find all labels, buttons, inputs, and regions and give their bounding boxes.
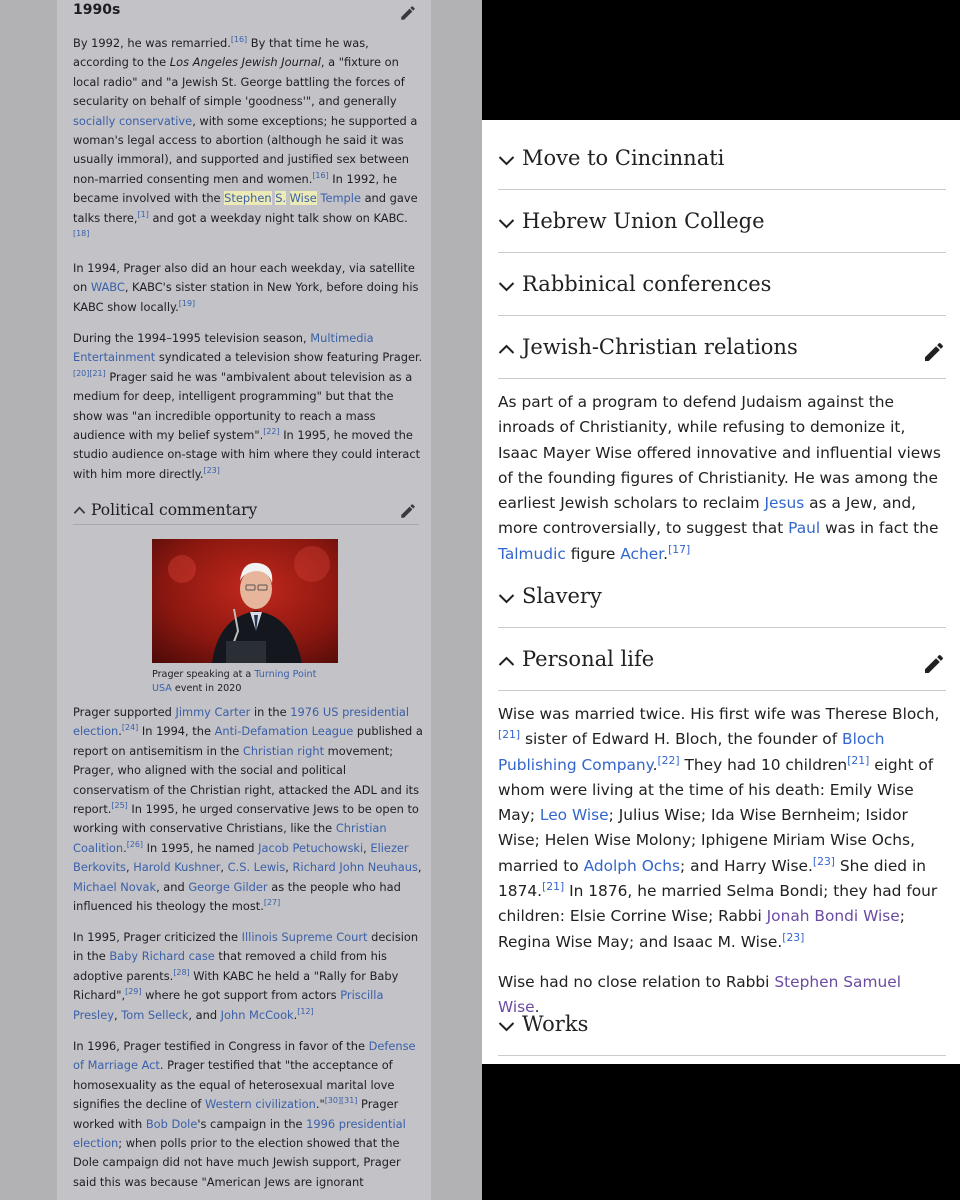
text-run: that removed a child from his adoptive parents. bbox=[73, 949, 387, 983]
text-run: In 1995, he named bbox=[143, 840, 259, 855]
citation-link[interactable]: [25] bbox=[111, 801, 128, 811]
citation-link[interactable]: [27] bbox=[263, 898, 281, 908]
article-link[interactable]: Temple bbox=[320, 191, 361, 206]
chevron-down-icon bbox=[498, 281, 515, 292]
pencil-icon[interactable] bbox=[399, 4, 417, 22]
article-link[interactable]: Leo Wise bbox=[539, 806, 609, 825]
chevron-down-icon bbox=[498, 593, 515, 604]
text-run: In 1876, he married Selma Bondi; they had four children: Elsie Corrine Wise; Rabbi bbox=[498, 882, 938, 926]
text-run: By that time he was, according to the bbox=[73, 36, 369, 70]
citation-link[interactable]: [28] bbox=[173, 968, 190, 978]
text-run: Wise had no close relation to Rabbi bbox=[498, 973, 775, 991]
text-run: By 1992, he was remarried. bbox=[73, 36, 231, 50]
italic-text: Los Angeles Jewish Journal bbox=[169, 55, 321, 70]
text-run: , with some exceptions; he supported a woman's legal access to abortion (although he said it was usually immoral), and supported and justified sex between non-married consenting men and women. bbox=[73, 113, 418, 186]
citation-link[interactable]: [23] bbox=[782, 930, 805, 944]
left-article-page bbox=[57, 0, 431, 1200]
text-run: . bbox=[123, 840, 127, 855]
text-run: . bbox=[534, 998, 540, 1017]
citation-link[interactable]: [21] bbox=[542, 879, 565, 893]
text-run: , bbox=[220, 860, 228, 875]
article-link[interactable]: Stephen Samuel Wise bbox=[498, 973, 901, 1017]
text-run: In 1996, Prager testified in Congress in favor of the bbox=[73, 1039, 369, 1053]
text-run: In 1995, Prager criticized the bbox=[73, 930, 242, 944]
paragraph-jewish-christian-relations bbox=[498, 390, 946, 567]
text-run: and got a weekday night talk show on KABC. bbox=[148, 210, 408, 225]
citation-link[interactable]: [30][31] bbox=[324, 1096, 358, 1106]
citation-link[interactable]: [21] bbox=[498, 728, 521, 742]
text-run: Prager said he was "ambivalent about television as a medium for deep, intelligent programming" but that the show was "an incredible opportunity to reach a mass audience with my belief system". bbox=[73, 369, 413, 443]
chevron-down-icon bbox=[498, 155, 515, 166]
citation-link[interactable]: [16] bbox=[312, 171, 329, 181]
section-title: Slavery bbox=[522, 584, 602, 608]
text-run: She died in 1874. bbox=[498, 856, 926, 901]
article-link[interactable]: Christian right bbox=[242, 743, 325, 758]
text-run: , bbox=[363, 840, 371, 855]
paragraph-political-3 bbox=[73, 1037, 423, 1192]
citation-link[interactable]: [24] bbox=[121, 723, 139, 733]
section-personal-life[interactable] bbox=[498, 634, 946, 691]
pencil-icon[interactable] bbox=[922, 340, 946, 364]
text-run: eight of whom were living at the time of his death: Emily Wise May; bbox=[498, 755, 934, 825]
article-link[interactable]: 1996 presidential election bbox=[73, 1116, 406, 1151]
text-run: In 1992, he became involved with the bbox=[73, 171, 397, 206]
section-rabbinical-conferences[interactable] bbox=[498, 259, 946, 316]
section-works[interactable] bbox=[498, 999, 946, 1056]
section-political-commentary[interactable] bbox=[73, 500, 419, 525]
text-run: sister of Edward H. Bloch, the founder of bbox=[520, 730, 843, 749]
paragraph-1990s-3 bbox=[73, 329, 423, 484]
section-title: Jewish-Christian relations bbox=[522, 335, 798, 359]
section-title: Hebrew Union College bbox=[522, 209, 765, 233]
text-run: decision in the bbox=[73, 930, 419, 964]
citation-link[interactable]: [23] bbox=[812, 854, 836, 868]
article-link[interactable]: Harold Kushner bbox=[133, 860, 221, 875]
text-run: syndicated a television show featuring Prager. bbox=[155, 350, 423, 365]
text-run: Prager speaking at a bbox=[152, 669, 255, 680]
section-slavery[interactable] bbox=[498, 571, 946, 628]
article-link[interactable]: Eliezer Berkovits bbox=[73, 840, 409, 875]
text-run: in the bbox=[250, 705, 291, 719]
text-run: . bbox=[652, 755, 658, 774]
text-run: , bbox=[125, 860, 134, 875]
article-link[interactable]: Jonah Bondi Wise bbox=[766, 907, 900, 926]
article-link[interactable]: Adolph Ochs bbox=[583, 856, 681, 875]
article-link[interactable]: Stephen bbox=[224, 191, 272, 206]
article-link[interactable]: socially conservative bbox=[73, 113, 193, 128]
text-run: In 1994, the bbox=[138, 724, 215, 739]
text-run: . bbox=[663, 544, 669, 563]
article-link[interactable]: C.S. Lewis bbox=[227, 860, 286, 875]
text-run: figure bbox=[565, 544, 621, 563]
article-link[interactable]: Acher bbox=[620, 544, 664, 563]
right-article-panel bbox=[482, 120, 960, 1064]
paragraph-1990s-1 bbox=[73, 34, 423, 247]
article-link[interactable]: Baby Richard case bbox=[109, 949, 215, 964]
article-link[interactable]: Illinois Supreme Court bbox=[241, 930, 368, 944]
article-link[interactable]: Bob Dole bbox=[145, 1116, 198, 1131]
citation-link[interactable]: [17] bbox=[668, 542, 691, 556]
text-run: was in fact the bbox=[820, 519, 939, 538]
article-link[interactable]: Bloch Publishing Company bbox=[498, 730, 885, 774]
text-run: , KABC's sister station in New York, before doing his KABC show locally. bbox=[73, 280, 419, 314]
text-run: as a Jew, and, more controversially, to suggest that bbox=[498, 494, 917, 538]
text-run: 's campaign in the bbox=[197, 1116, 307, 1131]
text-run: Wise was married twice. His first wife was Therese Bloch, bbox=[498, 705, 940, 723]
text-run: ; and Harry Wise. bbox=[680, 856, 813, 875]
article-link[interactable]: Christian Coalition bbox=[73, 821, 387, 855]
text-run: Prager supported bbox=[73, 705, 176, 719]
citation-link[interactable]: [19] bbox=[178, 299, 196, 309]
text-run: , a "fixture on local radio" and "a Jewish St. George battling the forces of secularity on behalf of simple 'goodness'", and generally bbox=[73, 55, 405, 109]
text-run: , and bbox=[156, 879, 189, 894]
text-run: as the people who had influenced his theology the most. bbox=[73, 879, 401, 914]
text-run: movement; Prager, who aligned with the social and political conservatism of the Christian right, attacked the ADL and its report. bbox=[73, 743, 420, 817]
text-run: . Prager testified that "the acceptance of homosexuality as the equal of heterosexual marital love signifies the decline of bbox=[73, 1058, 395, 1112]
article-link[interactable]: Tom Selleck bbox=[121, 1007, 189, 1022]
text-run: Prager worked with bbox=[73, 1097, 399, 1131]
text-run: As part of a program to defend Judaism against the inroads of Christianity, while refusing to demonize it, Isaac Mayer Wise offered innovative and influential views of the founding figures of Christianity. He was among the earliest Jewish scholars to reclaim bbox=[498, 393, 941, 513]
pencil-icon[interactable] bbox=[399, 502, 417, 520]
photo-caption bbox=[152, 668, 338, 696]
text-run: , bbox=[285, 860, 293, 875]
section-heading-1990s: 1990s bbox=[73, 2, 121, 18]
citation-link[interactable]: [18] bbox=[73, 229, 90, 239]
article-link[interactable]: Michael Novak bbox=[73, 879, 157, 894]
article-link[interactable]: Jacob Petuchowski bbox=[258, 840, 364, 855]
text-run: During the 1994–1995 television season, bbox=[73, 331, 311, 345]
chevron-up-icon bbox=[73, 505, 86, 515]
section-jewish-christian-relations[interactable] bbox=[498, 322, 946, 379]
chevron-up-icon bbox=[498, 656, 515, 667]
article-link[interactable]: Jimmy Carter bbox=[175, 705, 251, 719]
section-hebrew-union-college[interactable] bbox=[498, 196, 946, 253]
article-link[interactable]: Paul bbox=[788, 519, 821, 538]
text-run: ." bbox=[315, 1097, 325, 1112]
article-link[interactable]: Priscilla Presley bbox=[73, 988, 384, 1022]
text-run: ; Julius Wise; Ida Wise Bernheim; Isidor Wise; Helen Wise Molony; Iphigene Miriam Wise Ochs, married to bbox=[498, 806, 915, 875]
text-run: In 1995, he urged conservative Jews to be open to working with conservative Christians, like the bbox=[73, 802, 419, 836]
citation-link[interactable]: [22] bbox=[657, 753, 680, 767]
text-run: . bbox=[293, 1007, 298, 1022]
article-link[interactable]: Richard John Neuhaus bbox=[292, 860, 418, 875]
chevron-up-icon bbox=[498, 344, 515, 355]
article-link[interactable]: Multimedia Entertainment bbox=[73, 331, 374, 365]
prager-photo[interactable] bbox=[152, 539, 338, 663]
article-link[interactable]: Talmudic bbox=[498, 544, 566, 563]
text-run: In 1994, Prager also did an hour each weekday, via satellite on bbox=[73, 261, 415, 295]
paragraph-1990s-2 bbox=[73, 259, 423, 317]
article-link[interactable]: Wise bbox=[289, 191, 317, 206]
text-run: published a report on antisemitism in the bbox=[73, 724, 423, 758]
citation-link[interactable]: [20][21] bbox=[73, 369, 106, 379]
chevron-down-icon bbox=[498, 218, 515, 229]
text-run: . bbox=[118, 724, 122, 739]
section-title: Works bbox=[522, 1012, 589, 1036]
article-link[interactable]: George Gilder bbox=[188, 879, 268, 894]
article-link[interactable]: Western civilization bbox=[205, 1097, 316, 1112]
article-link[interactable]: Defense of Marriage Act bbox=[73, 1039, 416, 1073]
text-run: They had 10 children bbox=[679, 755, 848, 774]
paragraph-political-2 bbox=[73, 928, 423, 1025]
section-title: Move to Cincinnati bbox=[522, 146, 725, 170]
citation-link[interactable]: [16] bbox=[230, 35, 248, 45]
article-link[interactable]: Jesus bbox=[764, 494, 805, 513]
text-run: With KABC he held a "Rally for Baby Richard", bbox=[73, 968, 399, 1003]
section-title: Personal life bbox=[522, 647, 655, 671]
citation-link[interactable]: [21] bbox=[847, 753, 870, 767]
article-link[interactable]: Anti-Defamation League bbox=[214, 724, 354, 739]
text-run: , bbox=[417, 860, 422, 875]
text-run: where he got support from actors bbox=[141, 988, 341, 1003]
citation-link[interactable]: [26] bbox=[126, 840, 144, 850]
article-link[interactable]: John McCook bbox=[220, 1007, 294, 1022]
citation-link[interactable]: [1] bbox=[137, 209, 149, 219]
text-run: In 1995, he moved the studio audience on-stage with him where they could interact with him more directly. bbox=[73, 428, 421, 481]
citation-link[interactable]: [12] bbox=[297, 1006, 314, 1016]
article-link[interactable]: S. bbox=[275, 191, 287, 206]
citation-link[interactable]: [22] bbox=[263, 427, 280, 437]
pencil-icon[interactable] bbox=[922, 652, 946, 676]
paragraph-political-1 bbox=[73, 703, 423, 916]
text-run: event in 2020 bbox=[171, 683, 242, 694]
text-run: , and bbox=[188, 1007, 221, 1022]
citation-link[interactable]: [29] bbox=[125, 987, 142, 997]
section-title: Political commentary bbox=[91, 501, 258, 519]
section-move-to-cincinnati[interactable] bbox=[498, 133, 946, 190]
article-link[interactable]: Turning Point USA bbox=[152, 669, 317, 694]
article-link[interactable]: WABC bbox=[90, 280, 125, 295]
section-title: Rabbinical conferences bbox=[522, 272, 772, 296]
text-run: ; when polls prior to the election showed that the Dole campaign did not have much Jewish support, Prager said this was because "American Jews are ignorant bbox=[73, 1136, 401, 1189]
text-run: and gave talks there, bbox=[73, 191, 418, 225]
text-run: ; Regina Wise May; and Isaac M. Wise. bbox=[498, 907, 905, 951]
article-link[interactable]: 1976 US presidential election bbox=[73, 705, 410, 739]
citation-link[interactable]: [23] bbox=[203, 466, 220, 476]
paragraph-personal-life-1 bbox=[498, 702, 946, 955]
text-run: , bbox=[113, 1007, 122, 1022]
chevron-down-icon bbox=[498, 1021, 515, 1032]
